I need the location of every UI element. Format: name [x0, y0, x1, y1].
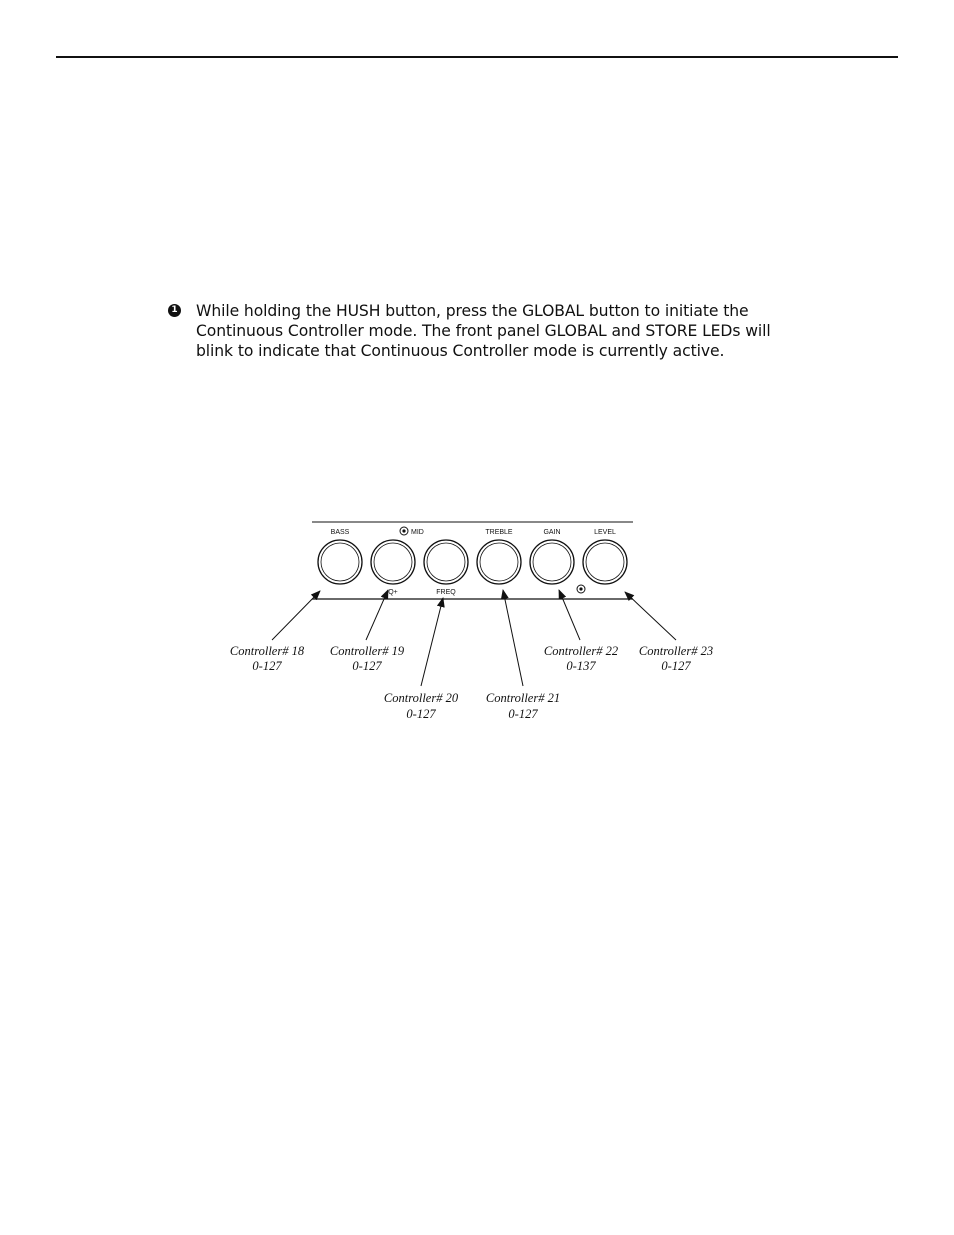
level-knob	[583, 540, 627, 584]
controller-18-range: 0-127	[252, 659, 282, 673]
controller-19-name: Controller# 19	[329, 644, 405, 658]
arrow-controller-23	[625, 592, 676, 640]
bass-knob	[318, 540, 362, 584]
q-label: Q+	[388, 589, 398, 596]
instruction-line: Continuous Controller mode. The front panel GLOBAL and STORE LEDs will	[196, 322, 771, 340]
controller-22-name: Controller# 22	[543, 644, 619, 658]
mid-led-dot	[402, 529, 405, 532]
mid-label: MID	[411, 529, 424, 536]
controller-21-range: 0-127	[508, 707, 538, 721]
bass-label: BASS	[330, 529, 350, 536]
controller-19-range: 0-127	[352, 659, 382, 673]
treble-label: TREBLE	[485, 529, 513, 536]
arrow-controller-20	[421, 598, 443, 686]
instruction-line: While holding the HUSH button, press the GLOBAL button to initiate the	[196, 302, 749, 320]
gain-knob	[530, 540, 574, 584]
treble-knob	[477, 540, 521, 584]
level-label: LEVEL	[594, 529, 616, 536]
instruction-line: blink to indicate that Continuous Controller mode is currently active.	[196, 342, 725, 360]
freq-label: FREQ	[436, 589, 456, 596]
mid-freq-knob	[424, 540, 468, 584]
mid-q-knob	[371, 540, 415, 584]
controller-18-name: Controller# 18	[229, 644, 305, 658]
step-number-icon: 1	[168, 304, 181, 317]
controller-22-range: 0-137	[566, 659, 596, 673]
controller-23-name: Controller# 23	[638, 644, 714, 658]
controller-20-range: 0-127	[406, 707, 436, 721]
arrow-controller-21	[503, 590, 523, 686]
arrow-controller-18	[272, 591, 320, 640]
controller-20-name: Controller# 20	[383, 691, 459, 705]
controller-21-name: Controller# 21	[485, 691, 561, 705]
status-led-icon	[577, 585, 585, 593]
controller-23-range: 0-127	[661, 659, 691, 673]
arrow-controller-19	[366, 590, 388, 640]
gain-label: GAIN	[543, 529, 561, 536]
arrow-controller-22	[559, 590, 580, 640]
